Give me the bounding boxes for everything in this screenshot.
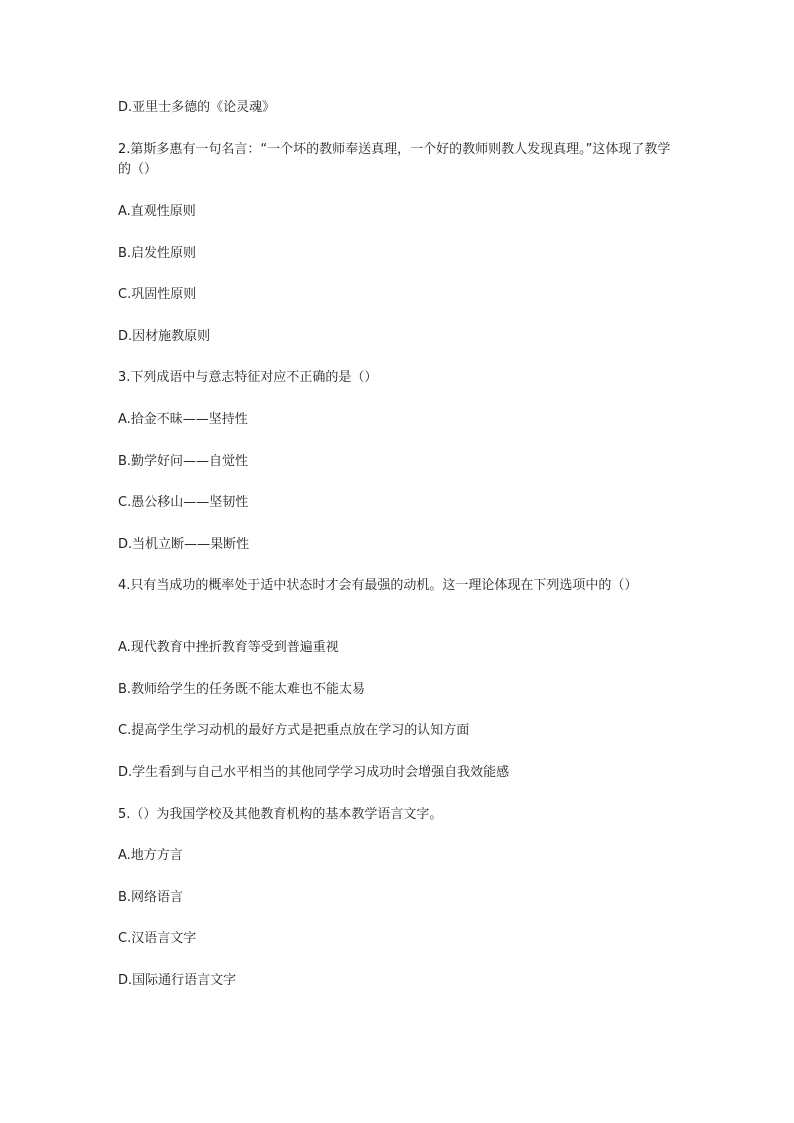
option-d-q1: D.亚里士多德的《论灵魂》 xyxy=(118,100,276,115)
option-c-q2: C.巩固性原则 xyxy=(118,287,197,302)
option-b-q4: B.教师给学生的任务既不能太难也不能太易 xyxy=(118,682,366,697)
option-a-q3: A.拾金不昧——坚持性 xyxy=(118,412,248,427)
question-3: 3.下列成语中与意志特征对应不正确的是（） xyxy=(118,370,378,385)
option-a-q5: A.地方方言 xyxy=(118,848,183,863)
option-d-q5: D.国际通行语言文字 xyxy=(118,973,237,988)
option-b-q5: B.网络语言 xyxy=(118,890,184,905)
option-d-q3: D.当机立断——果断性 xyxy=(118,537,250,552)
option-c-q3: C.愚公移山——坚韧性 xyxy=(118,495,249,510)
option-a-q2: A.直观性原则 xyxy=(118,204,196,219)
option-b-q2: B.启发性原则 xyxy=(118,246,197,261)
question-2: 2.第斯多惠有一句名言：“一个坏的教师奉送真理，一个好的教师则教人发现真理。”这体现了教学的（） xyxy=(118,142,671,177)
option-b-q3: B.勤学好问——自觉性 xyxy=(118,454,249,469)
option-c-q5: C.汉语言文字 xyxy=(118,931,197,946)
option-d-q4: D.学生看到与自己水平相当的其他同学学习成功时会增强自我效能感 xyxy=(118,765,510,780)
question-5: 5.（）为我国学校及其他教育机构的基本教学语言文字。 xyxy=(118,807,443,822)
question-4: 4.只有当成功的概率处于适中状态时才会有最强的动机。这一理论体现在下列选项中的（） xyxy=(118,578,638,593)
option-c-q4: C.提高学生学习动机的最好方式是把重点放在学习的认知方面 xyxy=(118,723,470,738)
option-a-q4: A.现代教育中挫折教育等受到普遍重视 xyxy=(118,640,339,655)
option-d-q2: D.因材施教原则 xyxy=(118,329,211,344)
